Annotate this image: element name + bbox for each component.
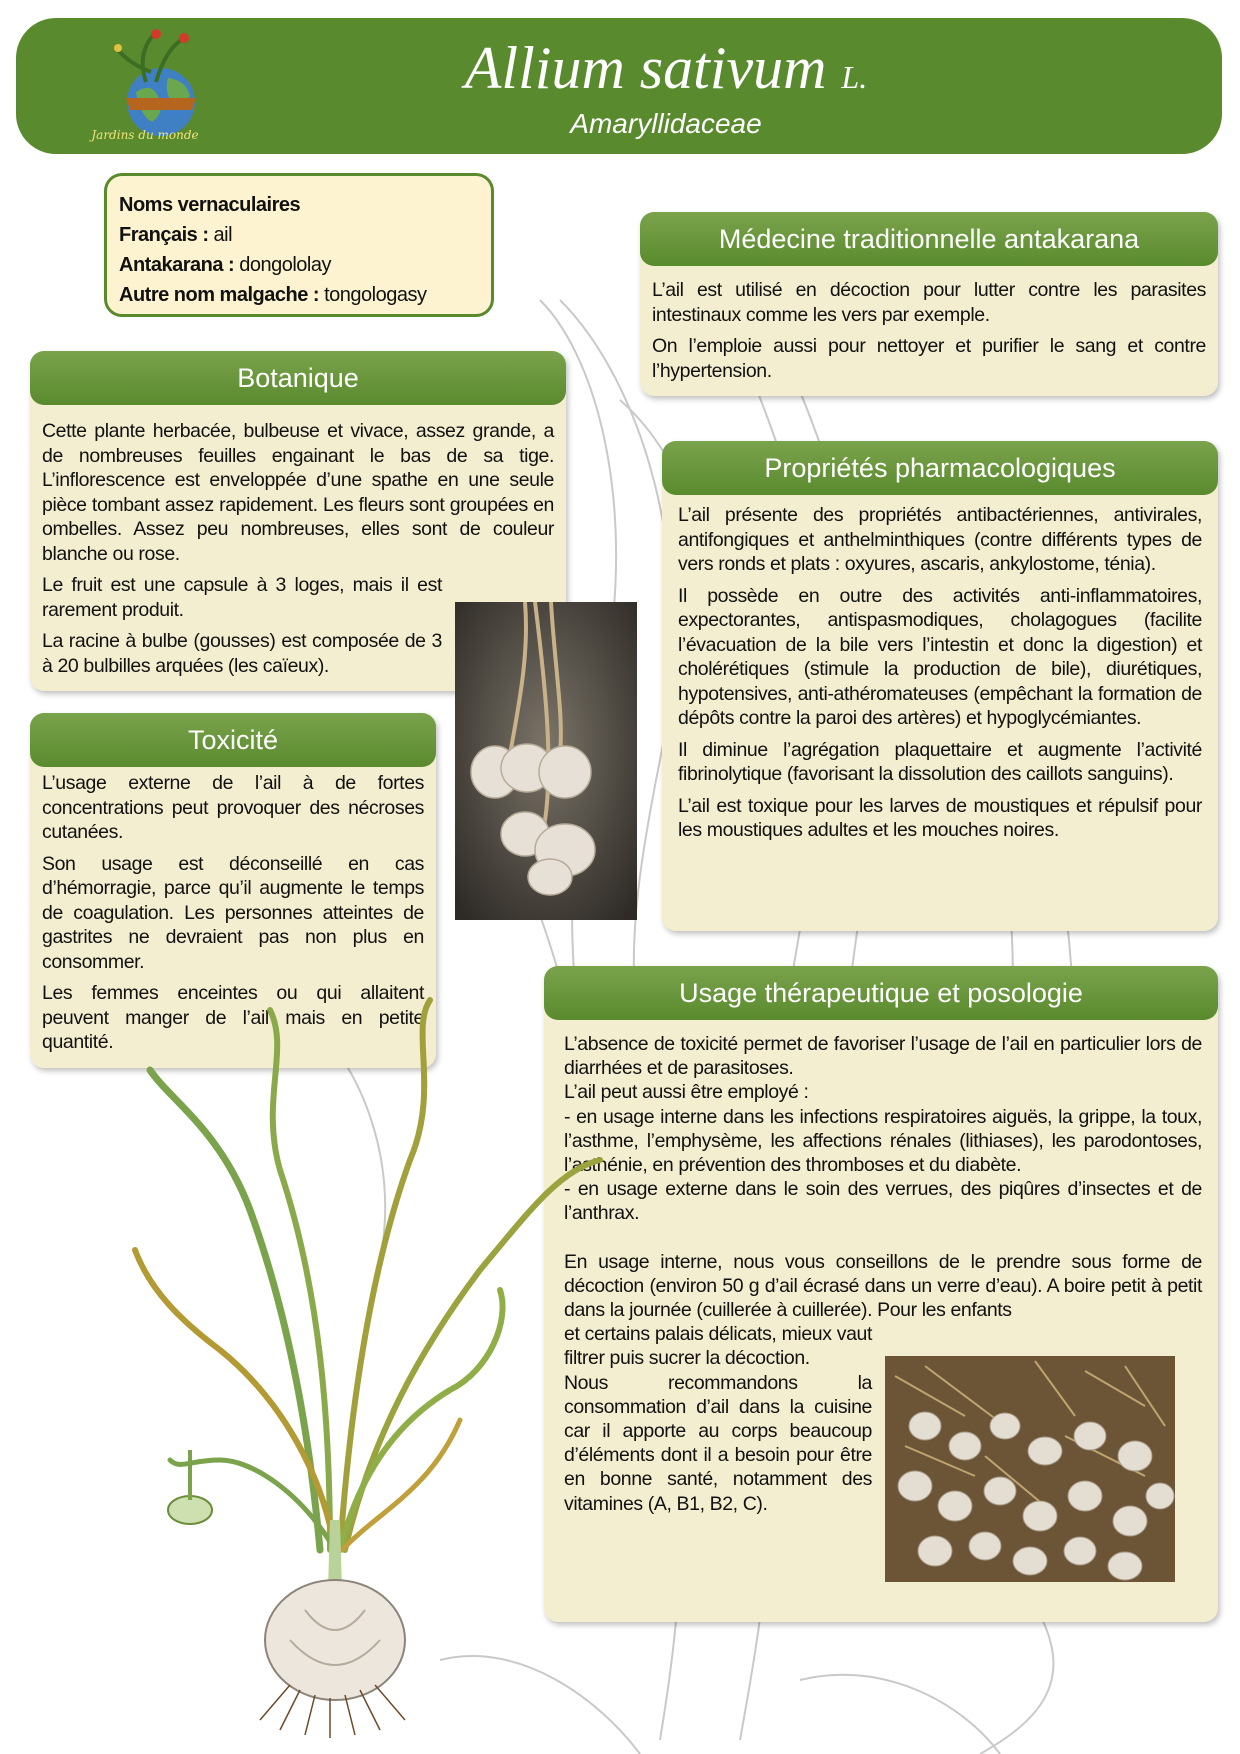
proprietes-body: [678, 503, 1202, 850]
proprietes-title: Propriétés pharmacologiques: [662, 441, 1218, 495]
mal-value: tongologasy: [324, 284, 427, 306]
proprietes-p4: L’ail est toxique pour les larves de moustiques et répulsif pour les moustiques adultes et les mouches noires.: [678, 794, 1202, 841]
species-author: L.: [841, 59, 868, 95]
botanique-p1: Cette plante herbacée, bulbeuse et vivace, assez grande, a de nombreuses feuilles engainant le bas de sa tige. L’inflorescence est enveloppée d’une spathe en une seule pièce tombant assez rapidement. Les fleurs sont groupées en ombelles. Assez peu nombreuses, elles sont de couleur blanche ou rose.: [42, 420, 554, 565]
usage-p7: Nous recommandons la consommation d’ail dans la cuisine car il apporte au corps beaucoup d’éléments dont il a besoin pour être en bonne santé, notamment des vitamines (A, B1, B2, C).: [564, 1371, 872, 1515]
medecine-p1: L’ail est utilisé en décoction pour lutter contre les parasites intestinaux comme les vers par exemple.: [652, 279, 1206, 326]
botanique-title: Botanique: [30, 351, 566, 405]
species-name: Allium sativum: [464, 35, 827, 101]
usage-p2: L’ail peut aussi être employé :: [564, 1081, 809, 1104]
garlic-pile-photo: [885, 1356, 1175, 1582]
names-heading: Noms vernaculaires: [119, 194, 301, 216]
usage-p5: En usage interne, nous vous conseillons de le prendre sous forme de décoction (environ 50 g d’ail écrasé dans un verre d’eau). A boire petit à petit dans la journée (cuillerée à cuillerée). Pour les enfants: [564, 1250, 1202, 1322]
botanique-p2: Le fruit est une capsule à 3 loges, mais il est rarement produit.: [42, 574, 442, 621]
vernacular-names-box: [104, 173, 494, 317]
page-title: [316, 34, 1016, 103]
toxicite-p1: L’usage externe de l’ail à de fortes concentrations peut provoquer des nécroses cutanées.: [42, 772, 424, 843]
toxicite-p3: Les femmes enceintes ou qui allaitent peuvent manger de l’ail mais en petite quantité.: [42, 982, 424, 1053]
medecine-body: [652, 278, 1206, 390]
medecine-p2: On l’emploie aussi pour nettoyer et purifier le sang et contre l’hypertension.: [652, 335, 1206, 382]
medecine-card: [640, 212, 1218, 396]
garlic-plant-illustration: [130, 990, 610, 1740]
medecine-title: Médecine traditionnelle antakarana: [640, 212, 1218, 266]
family-name: Amaryllidaceae: [570, 108, 762, 139]
fr-value: ail: [213, 224, 233, 246]
usage-p6: et certains palais délicats, mieux vaut filtrer puis sucrer la décoction.: [564, 1323, 872, 1370]
usage-p1: L’absence de toxicité permet de favoriser l’usage de l’ail en particulier lors de diarrhées et de parasitoses.: [564, 1033, 1202, 1080]
proprietes-p2: Il possède en outre des activités anti-inflammatoires, expectorantes, antispasmodiques, cholagogues (facilite l’évacuation de la bile vers l’intestin et donc la digestion) et cholérétiques (stimule la production de bile), diurétiques, hypotensives, anti-athéromateuses (empêchant la formation de dépôts contre la paroi des artères) et hypoglycémiantes.: [678, 584, 1202, 729]
botanique-p3: La racine à bulbe (gousses) est composée de 3 à 20 bulbilles arquées (les caïeux).: [42, 630, 442, 677]
fr-label: Français :: [119, 224, 209, 246]
ant-label: Antakarana :: [119, 254, 235, 276]
title-banner: [16, 18, 1222, 154]
toxicite-title: Toxicité: [30, 713, 436, 767]
proprietes-card: [662, 441, 1218, 931]
usage-p3: - en usage interne dans les infections respiratoires aiguës, la grippe, la toux, l’asthme, l’emphysème, les affections rénales (lithiases), les parodontoses, l’asthénie, en prévention des thromboses et du diabète.: [564, 1105, 1202, 1177]
proprietes-p1: L’ail présente des propriétés antibactériennes, antivirales, antifongiques et anthelminthiques (contre différents types de vers ronds et plats : oxyures, ascaris, ankylostome, ténia).: [678, 504, 1202, 575]
ant-value: dongololay: [239, 254, 331, 276]
hanging-garlic-photo: [455, 602, 637, 920]
usage-title: Usage thérapeutique et posologie: [544, 966, 1218, 1020]
proprietes-p3: Il diminue l’agrégation plaquettaire et augmente l’activité fibrinolytique (favorisant la dissolution des caillots sanguins).: [678, 738, 1202, 785]
usage-p4: - en usage externe dans le soin des verrues, des piqûres d’insectes et de l’anthrax.: [564, 1178, 1202, 1225]
logo-text: Jardins du monde: [91, 128, 199, 142]
mal-label: Autre nom malgache :: [119, 284, 320, 306]
toxicite-p2: Son usage est déconseillé en cas d’hémorragie, parce qu’il augmente le temps de coagulation. Les personnes atteintes de gastrites ne devraient pas non plus en consommer.: [42, 852, 424, 973]
